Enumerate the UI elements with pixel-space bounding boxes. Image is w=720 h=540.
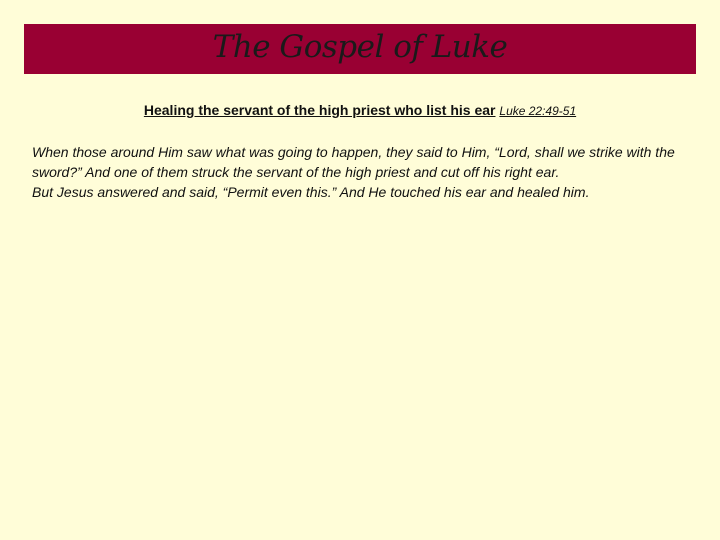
- scripture-reference: Luke 22:49-51: [499, 104, 577, 118]
- passage-heading: Healing the servant of the high priest who list his ear: [143, 102, 496, 118]
- slide-title: The Gospel of Luke: [212, 28, 508, 65]
- passage-paragraph-1: When those around Him saw what was going to happen, they said to Him, “Lord, shall we strike with the sword?” And one of them struck the servant of the high priest and cut off his right ear.: [32, 144, 675, 180]
- passage-subtitle: [0, 102, 720, 119]
- passage-paragraph-2: But Jesus answered and said, “Permit even this.” And He touched his ear and healed him.: [32, 184, 590, 200]
- title-bar: [24, 24, 696, 74]
- passage-text: [32, 142, 696, 202]
